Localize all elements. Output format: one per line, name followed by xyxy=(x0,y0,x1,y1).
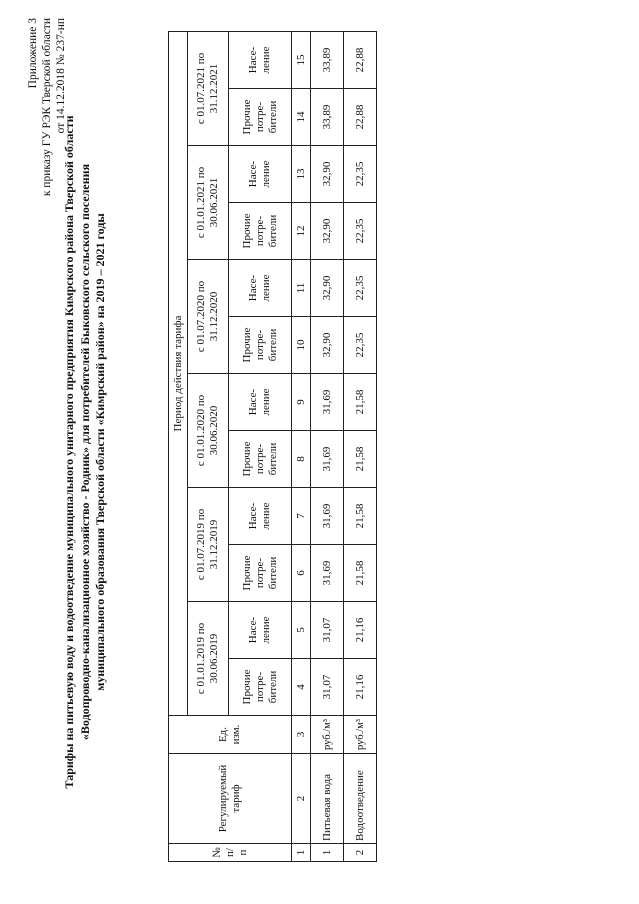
value-cell: 22,35 xyxy=(344,146,377,203)
value-cell: 21,58 xyxy=(344,488,377,545)
header-population: Насе- ление xyxy=(229,602,292,659)
value-cell: 22,35 xyxy=(344,203,377,260)
value-cell: 31,69 xyxy=(311,374,344,431)
table-row xyxy=(344,32,377,862)
value-cell: 32,90 xyxy=(311,203,344,260)
appendix-line-1: Приложение 3 xyxy=(27,18,39,89)
value-cell: 33,89 xyxy=(311,32,344,89)
column-number: 6 xyxy=(292,545,311,602)
value-cell: 21,58 xyxy=(344,545,377,602)
header-period-3: с 01.01.2020 по 30.06.2020 xyxy=(188,374,229,488)
value-cell: 32,90 xyxy=(311,317,344,374)
column-number: 8 xyxy=(292,431,311,488)
tariff-table xyxy=(168,31,377,862)
column-number: 15 xyxy=(292,32,311,89)
value-cell: 31,69 xyxy=(311,488,344,545)
appendix-line-2: к приказу ГУ РЭК Тверской области xyxy=(41,18,53,197)
appendix-line-3: от 14.12.2018 № 237-нп xyxy=(55,18,67,134)
row-tariff: Питьевая вода xyxy=(311,754,344,844)
value-cell: 32,90 xyxy=(311,146,344,203)
header-other: Прочие потре- бители xyxy=(229,659,292,716)
header-other: Прочие потре- бители xyxy=(229,545,292,602)
column-number: 2 xyxy=(292,754,311,844)
header-period-1: с 01.01.2019 по 30.06.2019 xyxy=(188,602,229,716)
header-no: № п/ п xyxy=(169,844,292,862)
header-period-5: с 01.01.2021 по 30.06.2021 xyxy=(188,146,229,260)
column-number: 13 xyxy=(292,146,311,203)
title-line-1: Тарифы на питьевую воду и водоотведение муниципального унитарного предприятия Кимрского района Тверской области xyxy=(62,115,76,789)
header-period-4: с 01.07.2020 по 31.12.2020 xyxy=(188,260,229,374)
column-number: 11 xyxy=(292,260,311,317)
header-population: Насе- ление xyxy=(229,32,292,89)
row-no: 1 xyxy=(311,844,344,862)
column-number: 12 xyxy=(292,203,311,260)
value-cell: 31,07 xyxy=(311,602,344,659)
column-number: 7 xyxy=(292,488,311,545)
header-period: Период действия тарифа xyxy=(169,32,188,716)
column-number: 1 xyxy=(292,844,311,862)
header-other: Прочие потре- бители xyxy=(229,317,292,374)
header-period-6: с 01.07.2021 по 31.12.2021 xyxy=(188,32,229,146)
value-cell: 32,90 xyxy=(311,260,344,317)
header-tariff: Регулируемый тариф xyxy=(169,754,292,844)
table-row xyxy=(311,32,344,862)
row-tariff: Водоотведение xyxy=(344,754,377,844)
header-period-2: с 01.07.2019 по 31.12.2019 xyxy=(188,488,229,602)
row-unit: руб./м³ xyxy=(344,716,377,754)
row-no: 2 xyxy=(344,844,377,862)
column-number: 14 xyxy=(292,89,311,146)
value-cell: 31,69 xyxy=(311,545,344,602)
column-number: 5 xyxy=(292,602,311,659)
row-unit: руб./м³ xyxy=(311,716,344,754)
value-cell: 21,58 xyxy=(344,431,377,488)
value-cell: 33,89 xyxy=(311,89,344,146)
value-cell: 21,16 xyxy=(344,659,377,716)
column-number-row xyxy=(292,32,311,862)
header-population: Насе- ление xyxy=(229,488,292,545)
header-other: Прочие потре- бители xyxy=(229,431,292,488)
column-number: 3 xyxy=(292,716,311,754)
header-unit: Ед. изм. xyxy=(169,716,292,754)
value-cell: 21,58 xyxy=(344,374,377,431)
value-cell: 31,69 xyxy=(311,431,344,488)
header-other: Прочие потре- бители xyxy=(229,203,292,260)
header-population: Насе- ление xyxy=(229,374,292,431)
column-number: 4 xyxy=(292,659,311,716)
header-other: Прочие потре- бители xyxy=(229,89,292,146)
column-number: 10 xyxy=(292,317,311,374)
value-cell: 22,88 xyxy=(344,89,377,146)
document-title xyxy=(62,60,109,844)
value-cell: 22,88 xyxy=(344,32,377,89)
header-population: Насе- ление xyxy=(229,146,292,203)
value-cell: 22,35 xyxy=(344,260,377,317)
column-number: 9 xyxy=(292,374,311,431)
header-population: Насе- ление xyxy=(229,260,292,317)
title-line-2: «Водопроводно-канализационное хозяйство - Родник» для потребителей Быковского сельского поселения xyxy=(77,163,92,741)
title-line-3: муниципального образования Тверской области «Кимрский район» на 2019 – 2021 годы xyxy=(93,213,107,691)
value-cell: 22,35 xyxy=(344,317,377,374)
value-cell: 21,16 xyxy=(344,602,377,659)
value-cell: 31,07 xyxy=(311,659,344,716)
